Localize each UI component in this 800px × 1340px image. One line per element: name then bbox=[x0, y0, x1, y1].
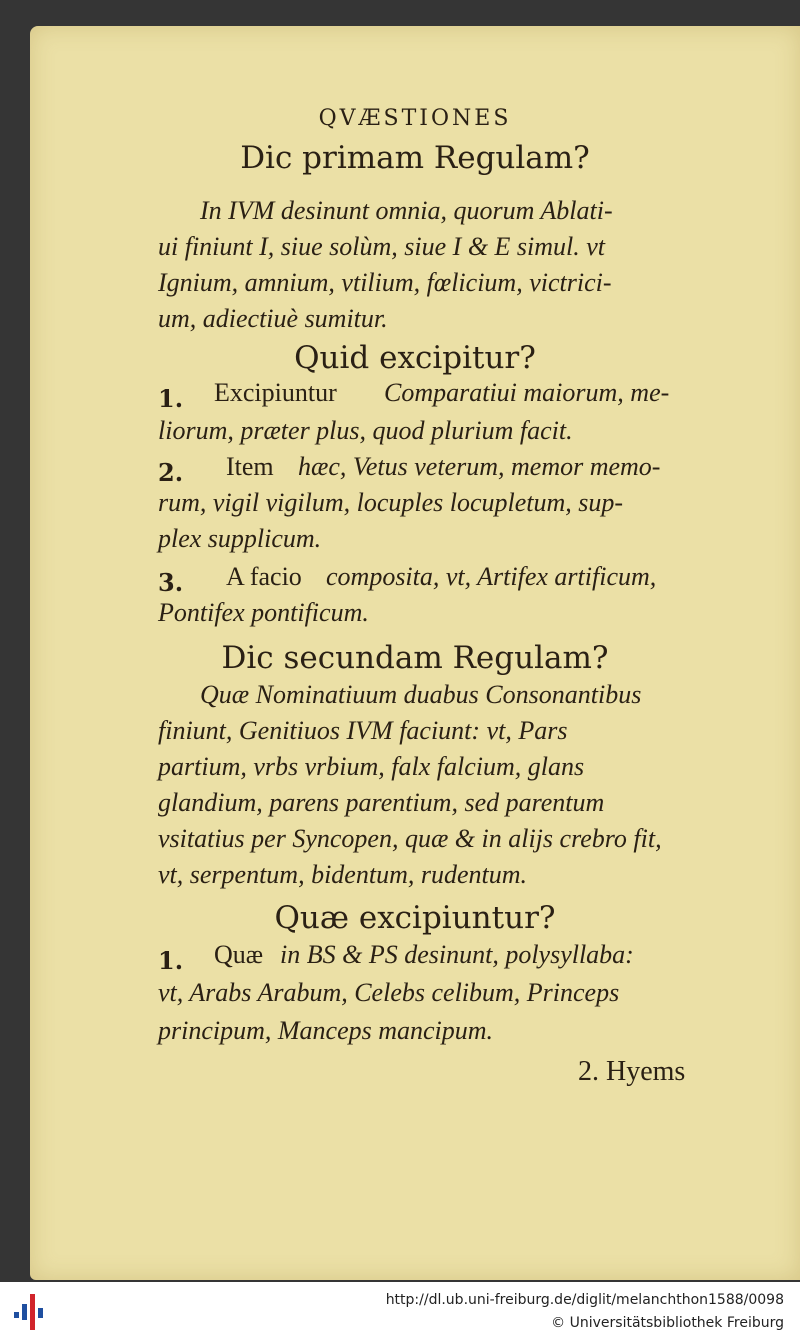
source-url[interactable]: http://dl.ub.uni-freiburg.de/diglit/melanchthon1588/0098 bbox=[385, 1292, 784, 1308]
paragraph-line: um, adiectiuè sumitur. bbox=[158, 304, 388, 333]
item-line: rum, vigil vigilum, locuples locupletum, sup- bbox=[158, 488, 624, 517]
item-line: plex supplicum. bbox=[158, 524, 322, 553]
paragraph-line: vt, serpentum, bidentum, rudentum. bbox=[158, 860, 528, 889]
paragraph-line: In IVM desinunt omnia, quorum Ablati- bbox=[200, 196, 613, 225]
item-lead-word: A facio bbox=[226, 562, 302, 591]
paragraph-line: vsitatius per Syncopen, quæ & in alijs crebro fit, bbox=[158, 824, 662, 853]
paragraph-line: finiunt, Genitiuos IVM faciunt: vt, Pars bbox=[158, 716, 568, 745]
item-number: 1. bbox=[158, 946, 184, 975]
heading-quae-excipiuntur: Quæ excipiuntur? bbox=[274, 900, 556, 936]
heading-secunda-regula: Dic secundam Regulam? bbox=[221, 640, 609, 676]
paragraph-line: Quæ Nominatiuum duabus Consonantibus bbox=[200, 680, 642, 709]
item-line: Pontifex pontificum. bbox=[158, 598, 369, 627]
item-line: principum, Manceps mancipum. bbox=[158, 1016, 494, 1045]
item-line: Comparatiui maiorum, me- bbox=[384, 378, 670, 407]
item-lead-word: Item bbox=[226, 452, 274, 481]
paragraph-line: partium, vrbs vrbium, falx falcium, glans bbox=[158, 752, 585, 781]
paragraph-line: Ignium, amnium, vtilium, fœlicium, victrici- bbox=[158, 268, 612, 297]
ub-freiburg-logo-icon bbox=[10, 1290, 50, 1334]
item-line: in BS & PS desinunt, polysyllaba: bbox=[280, 940, 634, 969]
catchword: 2. Hyems bbox=[578, 1056, 686, 1087]
item-line: liorum, præter plus, quod plurium facit. bbox=[158, 416, 573, 445]
paragraph-line: glandium, parens parentium, sed parentum bbox=[158, 788, 605, 817]
paragraph-line: ui finiunt I, siue solùm, siue I & E simul. vt bbox=[158, 232, 606, 261]
item-line: vt, Arabs Arabum, Celebs celibum, Princeps bbox=[158, 978, 620, 1007]
item-lead-word: Quæ bbox=[214, 940, 264, 969]
copyright-text: © Universitätsbibliothek Freiburg bbox=[551, 1315, 784, 1331]
book-page bbox=[30, 26, 800, 1280]
viewer-footer bbox=[0, 1282, 800, 1340]
heading-prima-regula: Dic primam Regulam? bbox=[240, 140, 590, 176]
heading-quid-excipitur: Quid excipitur? bbox=[294, 340, 536, 376]
item-line: composita, vt, Artifex artificum, bbox=[326, 562, 657, 591]
running-head: QVÆSTIONES bbox=[318, 106, 512, 131]
item-number: 2. bbox=[158, 458, 184, 487]
item-lead-word: Excipiuntur bbox=[214, 378, 337, 407]
item-number: 3. bbox=[158, 568, 184, 597]
item-line: hæc, Vetus veterum, memor memo- bbox=[298, 452, 661, 481]
item-number: 1. bbox=[158, 384, 184, 413]
